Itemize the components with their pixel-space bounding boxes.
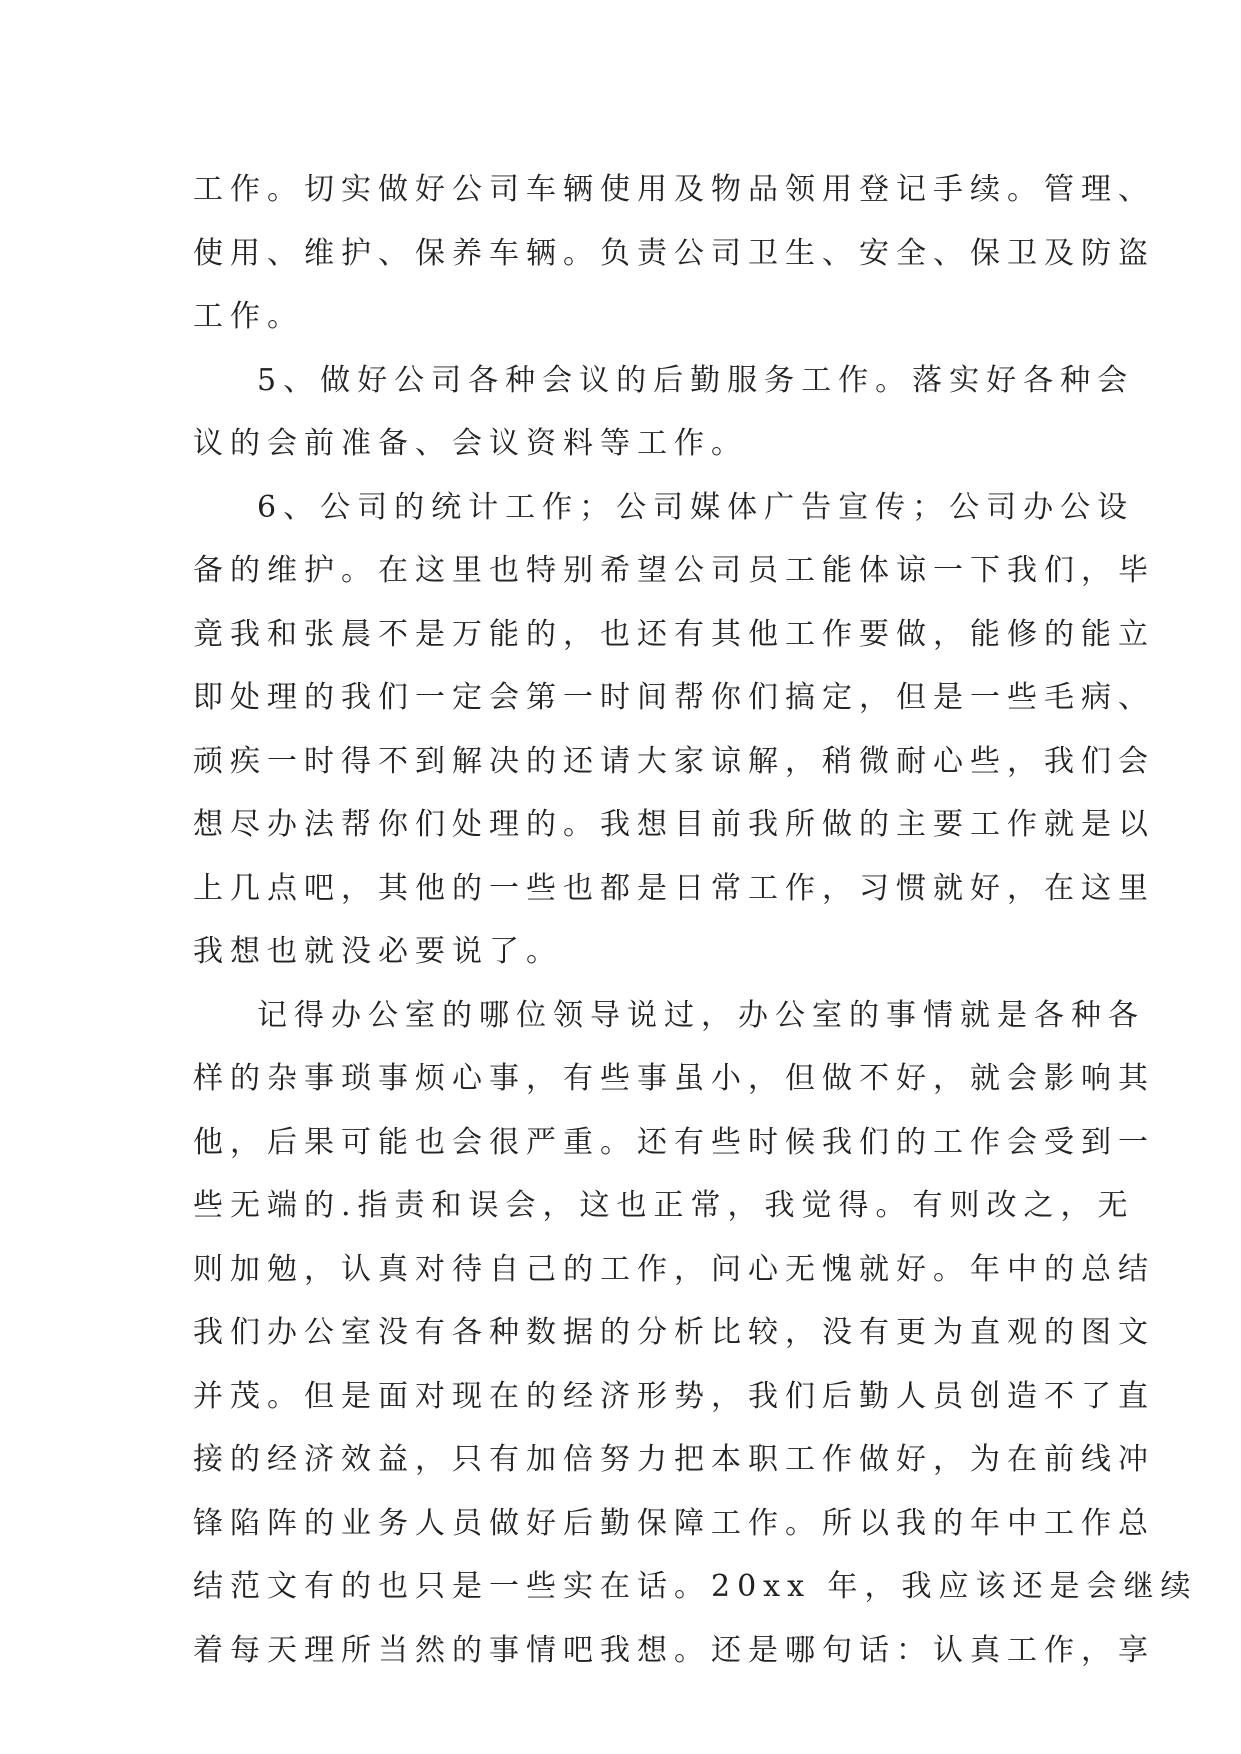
document-body — [193, 158, 1198, 1682]
text-line: 工作。切实做好公司车辆使用及物品领用登记手续。管理、 — [193, 172, 1155, 207]
paragraph-first-line: 记得办公室的哪位领导说过，办公室的事情就是各种各 — [257, 997, 1145, 1033]
text-line: 议的会前准备、会议资料等工作。 — [193, 426, 748, 461]
paragraph-first-line: 6、公司的统计工作；公司媒体广告宣传；公司办公设 — [257, 489, 1135, 525]
text-line: 我想也就没必要说了。 — [193, 934, 563, 969]
text-line: 接的经济效益，只有加倍努力把本职工作做好，为在前线冲 — [193, 1442, 1155, 1477]
text-line: 着每天理所当然的事情吧我想。还是哪句话：认真工作，享 — [193, 1632, 1155, 1668]
paragraph-first-line: 5、做好公司各种会议的后勤服务工作。落实好各种会 — [257, 362, 1135, 398]
text-line: 锋陷阵的业务人员做好后勤保障工作。所以我的年中工作总 — [193, 1505, 1155, 1541]
text-line: 样的杂事琐事烦心事，有些事虽小，但做不好，就会影响其 — [193, 1061, 1155, 1096]
text-line: 即处理的我们一定会第一时间帮你们搞定，但是一些毛病、 — [193, 680, 1155, 715]
text-line: 备的维护。在这里也特别希望公司员工能体谅一下我们，毕 — [193, 553, 1155, 588]
text-line: 想尽办法帮你们处理的。我想目前我所做的主要工作就是以 — [193, 807, 1155, 842]
text-line: 并茂。但是面对现在的经济形势，我们后勤人员创造不了直 — [193, 1378, 1155, 1414]
text-line: 使用、维护、保养车辆。负责公司卫生、安全、保卫及防盗 — [193, 235, 1155, 271]
text-line: 我们办公室没有各种数据的分析比较，没有更为直观的图文 — [193, 1315, 1155, 1350]
text-line: 上几点吧，其他的一些也都是日常工作，习惯就好，在这里 — [193, 870, 1155, 906]
text-line: 工作。 — [193, 299, 304, 334]
text-line: 些无端的.指责和误会，这也正常，我觉得。有则改之，无 — [193, 1188, 1135, 1223]
text-line: 他，后果可能也会很严重。还有些时候我们的工作会受到一 — [193, 1124, 1155, 1160]
text-line: 顽疾一时得不到解决的还请大家谅解，稍微耐心些，我们会 — [193, 743, 1155, 779]
text-line: 竟我和张晨不是万能的，也还有其他工作要做，能修的能立 — [193, 616, 1155, 652]
text-line: 则加勉，认真对待自己的工作，问心无愧就好。年中的总结 — [193, 1251, 1155, 1287]
text-line: 结范文有的也只是一些实在话。20xx 年，我应该还是会继续 — [193, 1569, 1198, 1604]
